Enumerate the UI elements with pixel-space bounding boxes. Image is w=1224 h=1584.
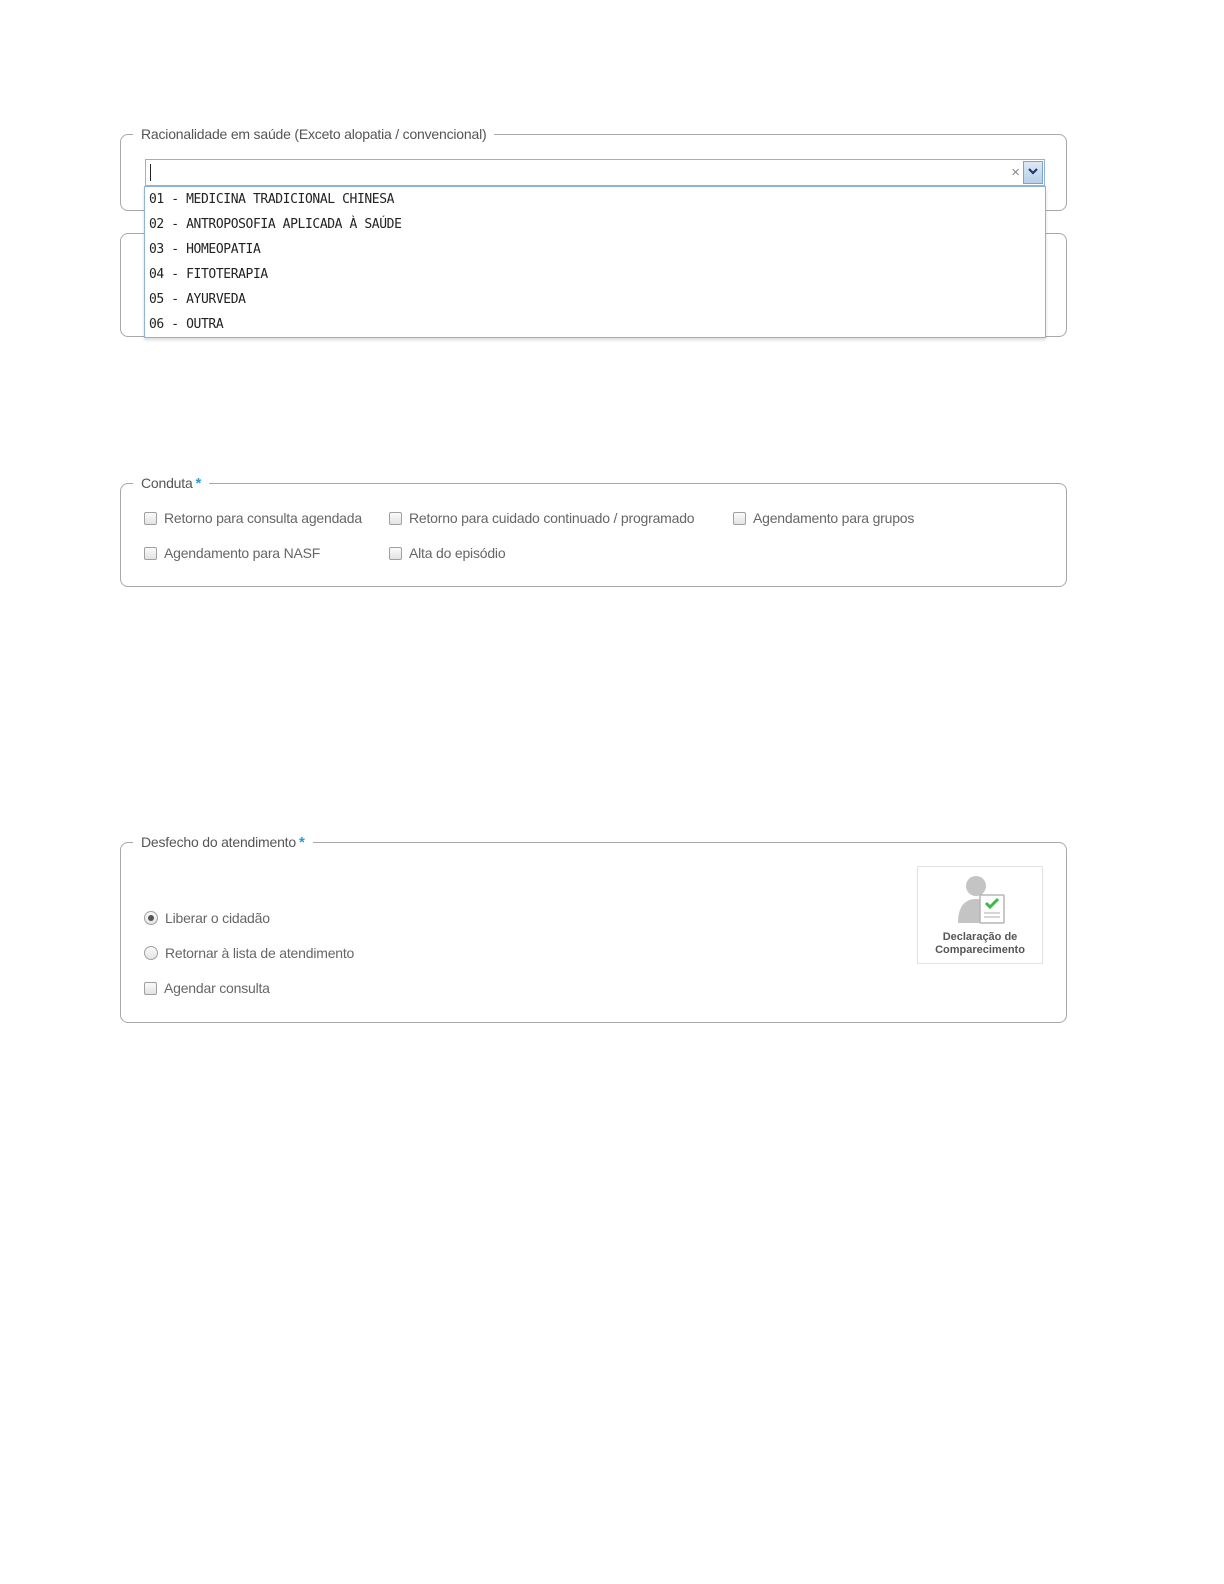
required-asterisk: * xyxy=(298,834,305,851)
dropdown-option[interactable]: 05 - AYURVEDA xyxy=(149,292,246,307)
checkbox[interactable] xyxy=(144,982,157,995)
checkbox-label: Alta do episódio xyxy=(409,545,506,561)
desfecho-legend-text: Desfecho do atendimento xyxy=(141,834,296,850)
dropdown-toggle-button[interactable] xyxy=(1023,161,1043,184)
desfecho-legend xyxy=(133,833,313,852)
declaracao-label xyxy=(918,931,1042,957)
checkbox-label: Retorno para consulta agendada xyxy=(164,510,362,526)
radio-retornar-lista[interactable] xyxy=(144,945,354,961)
conduta-option-agendamento-nasf[interactable] xyxy=(144,545,320,561)
declaracao-label-line1: Declaração de xyxy=(942,931,1018,943)
racionalidade-dropdown-list xyxy=(144,186,1046,338)
radio-button[interactable] xyxy=(144,946,158,960)
radio-label: Liberar o cidadão xyxy=(165,910,270,926)
conduta-legend xyxy=(133,474,209,493)
chevron-down-icon xyxy=(1028,168,1038,176)
checkbox-label: Agendar consulta xyxy=(164,980,270,996)
conduta-option-retorno-cuidado[interactable] xyxy=(389,510,694,526)
checkbox-label: Agendamento para NASF xyxy=(164,545,321,561)
conduta-option-retorno-consulta[interactable] xyxy=(144,510,362,526)
declaracao-label-line2: Comparecimento xyxy=(935,944,1025,956)
text-caret xyxy=(150,164,151,181)
checkbox[interactable] xyxy=(389,547,402,560)
declaracao-comparecimento-button[interactable] xyxy=(917,866,1043,964)
conduta-option-alta-episodio[interactable] xyxy=(389,545,505,561)
checkbox-label: Retorno para cuidado continuado / programado xyxy=(409,510,695,526)
dropdown-option[interactable]: 03 - HOMEOPATIA xyxy=(149,242,261,257)
dropdown-option[interactable]: 06 - OUTRA xyxy=(149,317,224,332)
checkbox-label: Agendamento para grupos xyxy=(753,510,915,526)
checkbox[interactable] xyxy=(389,512,402,525)
dropdown-option[interactable]: 01 - MEDICINA TRADICIONAL CHINESA xyxy=(149,192,395,207)
racionalidade-legend: Racionalidade em saúde (Exceto alopatia / convencional) xyxy=(133,125,494,143)
checkbox[interactable] xyxy=(144,547,157,560)
clear-icon[interactable]: × xyxy=(1011,164,1020,181)
checkbox[interactable] xyxy=(144,512,157,525)
radio-button[interactable] xyxy=(144,911,158,925)
agendar-consulta-checkbox-item[interactable] xyxy=(144,980,270,996)
user-document-check-icon xyxy=(956,875,1008,927)
conduta-legend-text: Conduta xyxy=(141,475,193,491)
radio-liberar-cidadao[interactable] xyxy=(144,910,270,926)
radio-label: Retornar à lista de atendimento xyxy=(165,945,355,961)
required-asterisk: * xyxy=(195,475,202,492)
conduta-fieldset xyxy=(120,475,1067,587)
racionalidade-combobox[interactable] xyxy=(145,159,1045,186)
desfecho-fieldset xyxy=(120,834,1067,1023)
dropdown-option[interactable]: 02 - ANTROPOSOFIA APLICADA À SAÚDE xyxy=(149,217,402,232)
checkbox[interactable] xyxy=(733,512,746,525)
racionalidade-input[interactable] xyxy=(146,160,1006,185)
conduta-option-agendamento-grupos[interactable] xyxy=(733,510,914,526)
dropdown-option[interactable]: 04 - FITOTERAPIA xyxy=(149,267,268,282)
